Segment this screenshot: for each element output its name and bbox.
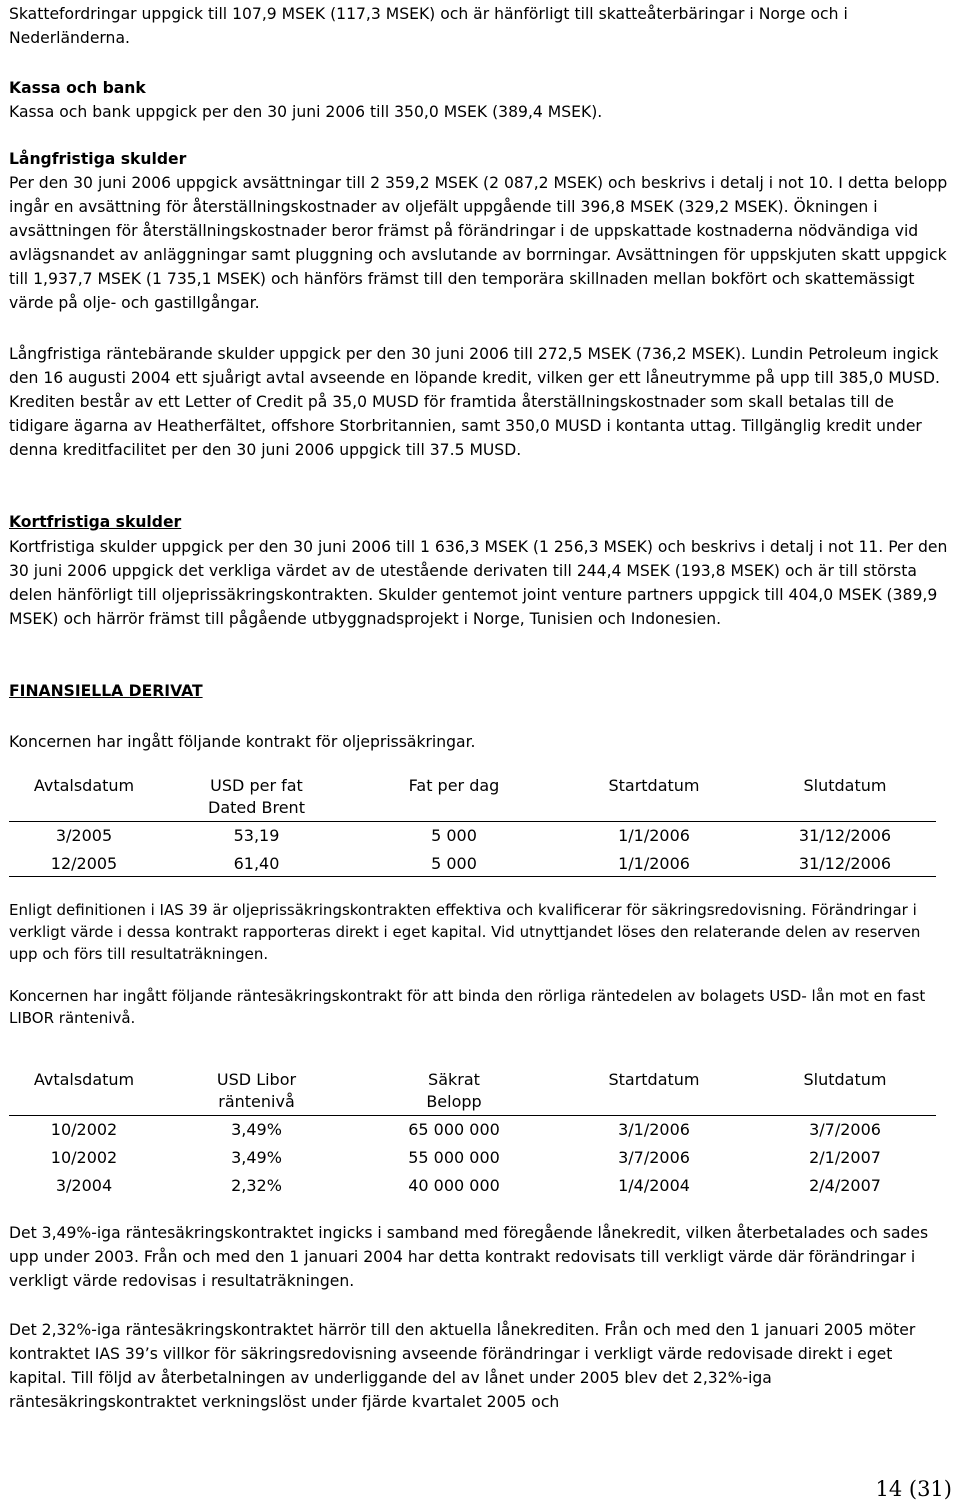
short-term-paragraph: Kortfristiga skulder uppgick per den 30 juni 2006 till 1 636,3 MSEK (1 256,3 MSEK) och beskrivs i detalj i not 11. Per den 30 juni 2006 uppgick det verkliga värdet av de utestående derivaten till 244,4 MSEK (193,8 MSEK) och är till största delen hänförligt till oljeprissäkringskontrakten. Skulder gentemot joint venture partners uppgick till 404,0 MSEK (389,9 MSEK) och härrör främst till pågående utbyggnadsprojekt i Norge, Tunisien och Indonesien.	[9, 538, 948, 628]
table-cell: 3/7/2006	[618, 1148, 690, 1167]
table-cell: 5 000	[431, 826, 477, 845]
column-header	[354, 1069, 554, 1113]
table-cell: 53,19	[233, 826, 280, 845]
table-cell: 3/2004	[55, 1176, 113, 1195]
table-cell: 2/1/2007	[809, 1148, 881, 1167]
table-cell: 1/1/2006	[618, 826, 690, 845]
table-cell: 55 000 000	[408, 1148, 500, 1167]
table-cell: 1/1/2006	[618, 854, 690, 873]
column-header: Avtalsdatum	[33, 1070, 135, 1089]
oil-hedge-note: Enligt definitionen i IAS 39 är oljeprissäkringskontrakten effektiva och kvalificerar för säkringsredovisning. Förändringar i verkligt värde i dessa kontrakt rapporteras direkt i eget kapital. Vid utnyttjandet löses den relaterande delen av reserven upp och förs till resultaträkningen.	[9, 901, 921, 963]
long-term-paragraph-2: Långfristiga räntebärande skulder uppgick per den 30 juni 2006 till 272,5 MSEK (736,2 MSEK). Lundin Petroleum ingick den 16 augusti 2004 ett sjuårigt avtal avseende en löpande kredit, vilken ger ett låneutrymme på upp till 385,0 MUSD. Krediten består av ett Letter of Credit på 35,0 MUSD för framtida återställningskostnader som skall betalas till de tidigare ägarna av Heatherfältet, offshore Storbritannien, samt 350,0 MUSD i kontanta uttag. Tillgänglig kredit under denna kreditfacilitet per den 30 juni 2006 uppgick till 37.5 MUSD.	[9, 345, 940, 459]
table-cell: 5 000	[431, 854, 477, 873]
header-line: USD per fat	[210, 776, 303, 795]
short-term-heading: Kortfristiga skulder	[9, 513, 182, 531]
rate-hedge-note-2: Det 2,32%-iga räntesäkringskontraktet härrör till den aktuella lånekrediten. Från och med den 1 januari 2005 möter kontraktet IAS 39’s villkor för säkringsredovisning avseende förändringar i verkligt värde redovisade direkt i eget kapital. Till följd av återbetalningen av underliggande del av lånet under 2005 blev det 2,32%-iga räntesäkringskontraktet verkningslöst under fjärde kvartalet 2005 och	[9, 1321, 916, 1411]
table-cell: 61,40	[233, 854, 280, 873]
header-line: räntenivå	[218, 1092, 295, 1111]
table-row	[9, 1113, 936, 1141]
page-number: 14 (31)	[875, 1477, 952, 1501]
column-header	[159, 775, 354, 819]
column-header: Startdatum	[608, 1070, 700, 1089]
table-cell: 10/2002	[50, 1148, 118, 1167]
table-divider	[9, 821, 936, 822]
table-divider	[9, 876, 936, 877]
long-term-paragraph-1: Per den 30 juni 2006 uppgick avsättningar till 2 359,2 MSEK (2 087,2 MSEK) och beskrivs i detalj i not 10. I detta belopp ingår en avsättning för återställningskostnader av oljefält uppgående till 396,8 MSEK (329,2 MSEK). Ökningen i avsättningen för återställningskostnader beror främst på förändringar i de uppskattade kostnaderna nödvändiga vid avlägsnandet av anläggningar samt pluggning och avslutande av borrningar. Avsättningen för uppskjuten skatt uppgick till 1,937,7 MSEK (1 735,1 MSEK) och hänförs främst till den temporära skillnaden mellan bokfört och skattemässigt värde på olje- och gastillgångar.	[9, 174, 948, 312]
table-cell: 31/12/2006	[798, 826, 892, 845]
table-cell: 3,49%	[231, 1148, 282, 1167]
table-cell: 3/7/2006	[809, 1120, 881, 1139]
rate-hedge-table	[9, 1069, 936, 1197]
table-row	[9, 847, 936, 875]
cash-heading: Kassa och bank	[9, 79, 146, 97]
table-cell: 2/4/2007	[809, 1176, 881, 1195]
header-line: Dated Brent	[208, 798, 305, 817]
oil-hedge-intro: Koncernen har ingått följande kontrakt för oljeprissäkringar.	[9, 733, 476, 751]
header-line: Säkrat	[428, 1070, 480, 1089]
column-header: Avtalsdatum	[33, 776, 135, 795]
header-line: USD Libor	[216, 1070, 297, 1089]
table-cell: 12/2005	[50, 854, 118, 873]
column-header: Fat per dag	[408, 776, 500, 795]
table-divider	[9, 1115, 936, 1116]
oil-hedge-table	[9, 775, 936, 875]
cash-paragraph: Kassa och bank uppgick per den 30 juni 2006 till 350,0 MSEK (389,4 MSEK).	[9, 103, 603, 121]
table-cell: 3/1/2006	[618, 1120, 690, 1139]
table-row	[9, 819, 936, 847]
rate-hedge-intro: Koncernen har ingått följande räntesäkringskontrakt för att binda den rörliga räntedelen av bolagets USD- lån mot en fast LIBOR räntenivå.	[9, 987, 926, 1027]
table-cell: 3/2005	[55, 826, 113, 845]
table-cell: 40 000 000	[408, 1176, 500, 1195]
derivatives-heading: FINANSIELLA DERIVAT	[9, 682, 203, 700]
column-header: Slutdatum	[803, 776, 887, 795]
table-header-row	[9, 1069, 936, 1113]
column-header	[159, 1069, 354, 1113]
table-cell: 10/2002	[50, 1120, 118, 1139]
table-cell: 3,49%	[231, 1120, 282, 1139]
table-cell: 65 000 000	[408, 1120, 500, 1139]
rate-hedge-note-1: Det 3,49%-iga räntesäkringskontraktet ingicks i samband med föregående lånekredit, vilken återbetalades och sades upp under 2003. Från och med den 1 januari 2004 har detta kontrakt redovisats till verkligt värde där förändringar i verkligt värde redovisas i resultaträkningen.	[9, 1224, 929, 1290]
table-header-row	[9, 775, 936, 819]
table-cell: 2,32%	[231, 1176, 282, 1195]
table-row	[9, 1169, 936, 1197]
column-header: Slutdatum	[803, 1070, 887, 1089]
column-header: Startdatum	[608, 776, 700, 795]
table-cell: 31/12/2006	[798, 854, 892, 873]
table-cell: 1/4/2004	[618, 1176, 690, 1195]
long-term-heading: Långfristiga skulder	[9, 150, 187, 168]
header-line: Belopp	[426, 1092, 482, 1111]
table-row	[9, 1141, 936, 1169]
tax-receivables-paragraph: Skattefordringar uppgick till 107,9 MSEK (117,3 MSEK) och är hänförligt till skatteåterbäringar i Norge och i Nederländerna.	[9, 5, 848, 47]
